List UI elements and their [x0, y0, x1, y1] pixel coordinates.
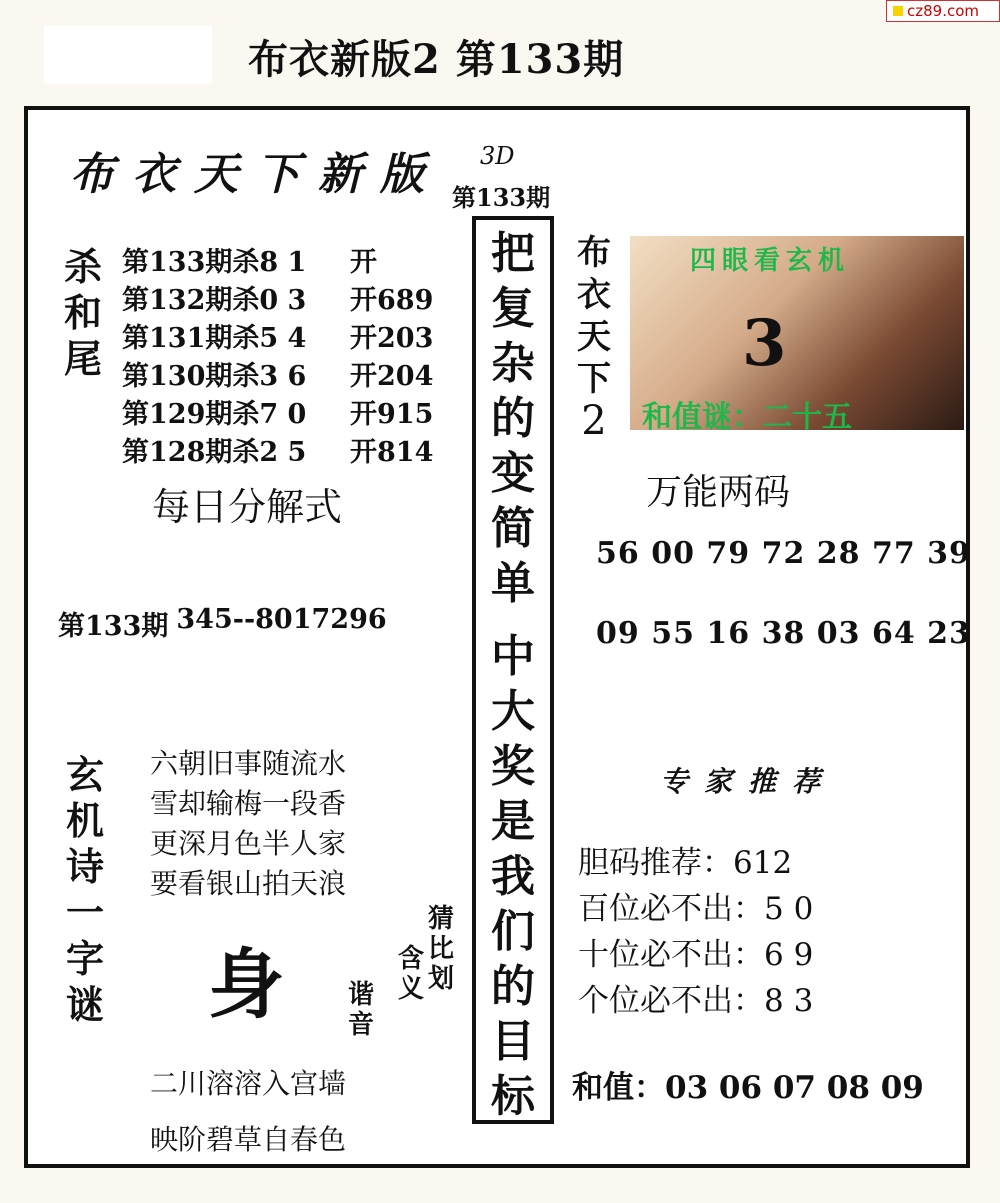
daily-formula: 345--8017296 — [176, 604, 387, 635]
kill-row — [122, 396, 433, 434]
poem-label-char: 字 — [65, 936, 104, 981]
kill-text: 第132期杀0 3 — [122, 285, 307, 316]
poem-label-char: 诗 — [65, 844, 104, 889]
center-slogan — [472, 226, 554, 1124]
kill-text: 第133期杀8 1 — [122, 247, 307, 278]
kill-tail-label-char: 和 — [63, 290, 102, 335]
slogan-char: 把 — [491, 228, 535, 279]
daily-issue: 第133期 — [58, 611, 169, 642]
side-brand — [572, 232, 616, 442]
poem-label-char: 一 — [65, 890, 104, 935]
side-brand-num: 2 — [581, 398, 607, 444]
brand-issue: 第133期 — [452, 183, 551, 212]
poem-extra-line: 映阶碧草自春色 — [150, 1123, 347, 1156]
page-title: 布衣新版2 第133期 — [248, 36, 625, 83]
expert-lines — [578, 840, 813, 1024]
kill-row — [122, 320, 433, 358]
daily-title: 每日分解式 — [152, 485, 343, 529]
photo-top-text: 四眼看玄机 — [690, 246, 851, 276]
slogan-char: 标 — [491, 1071, 535, 1122]
yellow-square-icon — [893, 6, 903, 16]
hint-char: 谐 — [347, 980, 374, 1010]
kill-tail-list — [122, 244, 433, 472]
expert-line: 胆码推荐：612 — [578, 845, 793, 881]
daily-formula-row — [58, 604, 387, 643]
hint-char: 音 — [347, 1010, 374, 1040]
expert-line: 十位必不出：6 9 — [578, 937, 814, 973]
expert-line: 个位必不出：8 3 — [578, 983, 814, 1019]
kill-tail-label-char: 尾 — [63, 336, 102, 381]
slogan-char: 奖 — [491, 741, 535, 792]
slogan-char: 简 — [491, 503, 535, 554]
poem-label-char: 机 — [65, 798, 104, 843]
hint-homophone — [346, 980, 376, 1040]
hint-char: 划 — [427, 964, 454, 994]
poem-extra — [150, 1056, 346, 1168]
poem-line: 要看银山拍天浪 — [150, 867, 347, 900]
kill-text: 第130期杀3 6 — [122, 361, 307, 392]
slogan-char: 大 — [491, 686, 535, 737]
site-badge-text: cz89.com — [907, 2, 980, 20]
kill-row — [122, 244, 433, 282]
kill-row — [122, 434, 433, 472]
hint-meaning — [396, 944, 426, 1004]
universal-line-1: 56 00 79 72 28 77 39 — [596, 536, 971, 571]
brand-tag: 3D — [480, 142, 515, 170]
slogan-char: 中 — [491, 631, 535, 682]
slogan-char: 们 — [491, 906, 535, 957]
hint-char: 义 — [397, 974, 424, 1004]
open-text: 开204 — [350, 361, 434, 392]
kill-tail-label — [60, 244, 106, 382]
blank-logo-area — [44, 26, 212, 84]
hint-char: 比 — [427, 934, 454, 964]
kill-tail-label-char: 杀 — [63, 244, 102, 289]
slogan-char: 杂 — [491, 338, 535, 389]
slogan-char: 目 — [491, 1016, 535, 1067]
site-badge[interactable] — [886, 0, 1000, 22]
poem-label-char: 谜 — [65, 982, 104, 1027]
side-brand-char: 布 — [577, 233, 611, 273]
open-text: 开814 — [350, 437, 434, 468]
expert-sum: 和值：03 06 07 08 09 — [572, 1070, 924, 1106]
hint-char: 含 — [397, 944, 424, 974]
side-brand-char: 天 — [577, 317, 611, 357]
poem-line: 雪却输梅一段香 — [150, 787, 347, 820]
side-brand-char: 衣 — [577, 275, 611, 315]
hint-guess — [426, 904, 456, 994]
kill-text: 第131期杀5 4 — [122, 323, 307, 354]
kill-row — [122, 282, 433, 320]
brand-title: 布衣天下新版 — [70, 149, 442, 200]
poem-extra-line: 二川溶溶入宫墙 — [150, 1067, 347, 1100]
kill-text: 第129期杀7 0 — [122, 399, 307, 430]
poem-line: 更深月色半人家 — [150, 827, 347, 860]
expert-title: 专家推荐 — [660, 765, 837, 798]
kill-row — [122, 358, 433, 396]
slogan-char: 我 — [491, 851, 535, 902]
slogan-char: 变 — [491, 448, 535, 499]
poem-label-char: 玄 — [65, 752, 104, 797]
photo-number: 3 — [742, 306, 787, 381]
slogan-char: 复 — [491, 283, 535, 334]
slogan-char: 的 — [491, 393, 535, 444]
open-text: 开203 — [350, 323, 434, 354]
side-brand-char: 下 — [577, 359, 611, 399]
poem-label — [62, 752, 108, 1028]
open-text: 开689 — [350, 285, 434, 316]
poem-line: 六朝旧事随流水 — [150, 747, 347, 780]
slogan-char: 的 — [491, 961, 535, 1012]
open-text: 开915 — [350, 399, 434, 430]
open-text: 开 — [350, 247, 377, 278]
universal-title: 万能两码 — [646, 472, 791, 513]
kill-text: 第128期杀2 5 — [122, 437, 307, 468]
slogan-char: 单 — [491, 558, 535, 609]
slogan-char: 是 — [491, 796, 535, 847]
photo-bottom-text: 和值谜：二十五 — [642, 400, 852, 435]
riddle-answer: 身 — [208, 940, 284, 1029]
poem-lines — [150, 744, 346, 904]
expert-line: 百位必不出：5 0 — [578, 891, 814, 927]
universal-line-2: 09 55 16 38 03 64 23 — [596, 616, 971, 651]
hint-char: 猜 — [427, 904, 454, 934]
